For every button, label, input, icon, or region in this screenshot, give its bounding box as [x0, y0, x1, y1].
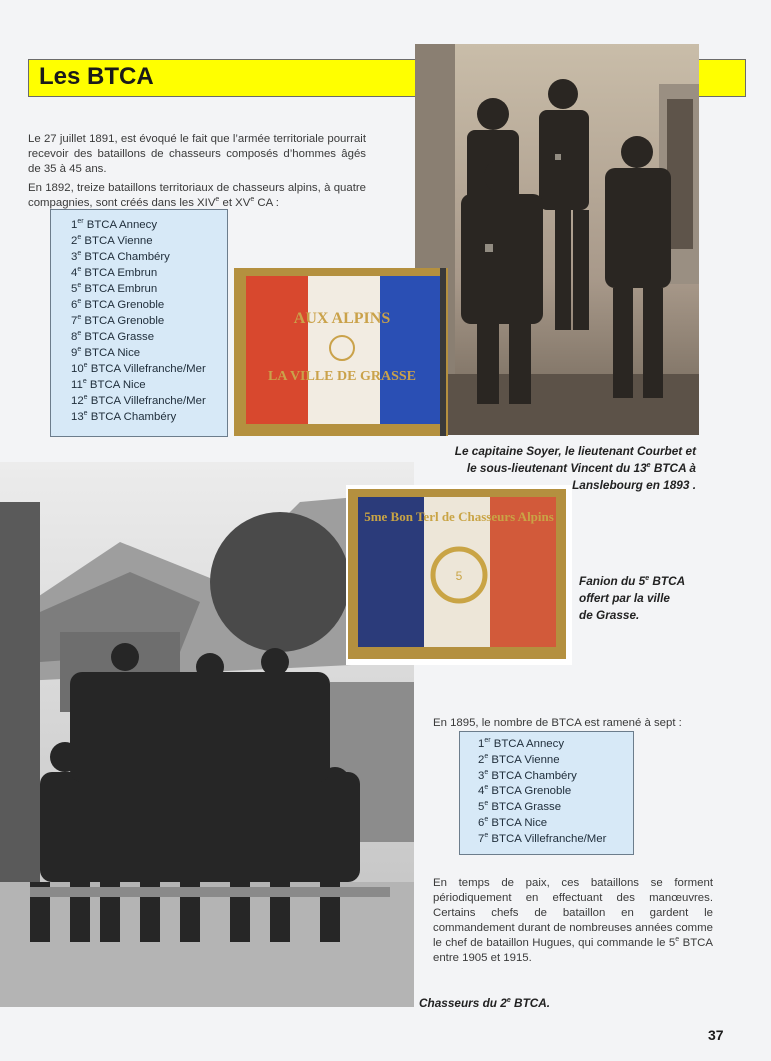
battalion-name: BTCA Chambéry: [90, 411, 177, 423]
battalion-ordinal: e: [484, 784, 489, 792]
battalion-number: 3: [71, 251, 78, 263]
list-item: [71, 217, 227, 233]
grasse-flag-line2: LA VILLE DE GRASSE: [268, 369, 416, 384]
peace-paragraph: [433, 876, 713, 966]
battalion-number: 1: [71, 219, 78, 231]
btca-1895-list: [478, 737, 633, 848]
intro-p2-sup2: e: [250, 196, 255, 204]
fanion-caption-line1: [579, 573, 699, 590]
list-item: [478, 737, 633, 753]
fanion-badge: 5: [455, 569, 463, 583]
battalion-ordinal: e: [77, 282, 82, 290]
battalion-number: 1: [478, 738, 485, 750]
fanion-caption-line1-start: Fanion du 5: [579, 574, 646, 588]
battalion-ordinal: e: [83, 410, 88, 418]
battalion-number: 5: [71, 283, 78, 295]
officers-photo: [415, 44, 699, 435]
list-item: [71, 281, 227, 297]
list-item: [478, 769, 633, 785]
battalion-number: 7: [71, 315, 78, 327]
battalion-number: 8: [71, 331, 78, 343]
list-item: [71, 249, 227, 265]
fanion-caption: [579, 573, 699, 624]
battalion-number: 2: [71, 235, 78, 247]
peace-paragraph-sup: e: [675, 936, 680, 944]
battalion-name: BTCA Grenoble: [84, 299, 165, 311]
battalion-name: BTCA Embrun: [84, 283, 158, 295]
list-item: [71, 361, 227, 377]
battalion-name: BTCA Villefranche/Mer: [491, 832, 607, 845]
peace-paragraph-end: BTCA entre 1905 et 1915.: [433, 937, 713, 965]
battalion-name: BTCA Chambéry: [491, 769, 577, 782]
battalion-ordinal: e: [83, 362, 88, 370]
battalion-name: BTCA Vienne: [84, 235, 153, 247]
btca-1892-list: [71, 217, 227, 425]
battalion-ordinal: e: [484, 753, 489, 760]
battalion-name: BTCA Vienne: [491, 753, 560, 766]
battalion-ordinal: e: [484, 816, 489, 824]
battalion-number: 3: [478, 769, 485, 782]
officers-caption-line2: [420, 460, 696, 477]
fanion-caption-line2: offert par la ville: [579, 591, 670, 605]
battalion-name: BTCA Villefranche/Mer: [90, 395, 206, 407]
battalion-name: BTCA Grenoble: [491, 785, 572, 798]
battalion-number: 4: [71, 267, 78, 279]
battalion-name: BTCA Nice: [84, 347, 141, 359]
battalion-number: 6: [71, 299, 78, 311]
fanion-caption-line1-end: BTCA: [649, 574, 686, 588]
grasse-flag-line1: AUX ALPINS: [293, 310, 391, 327]
list-item: [71, 345, 227, 361]
battalion-name: BTCA Grasse: [491, 801, 562, 814]
battalion-ordinal: e: [484, 800, 489, 808]
officers-caption-line2-end: BTCA à: [650, 461, 696, 475]
battalion-number: 7: [478, 832, 485, 845]
officers-caption-line1: Le capitaine Soyer, le lieutenant Courbet et: [454, 444, 696, 458]
battalion-ordinal: er: [77, 218, 84, 226]
battalion-ordinal: e: [77, 250, 82, 258]
battalion-name: BTCA Villefranche/Mer: [90, 363, 206, 375]
list-item: [71, 297, 227, 313]
page-title: Les BTCA: [39, 63, 154, 90]
fanion-caption-sup: e: [645, 575, 650, 583]
battalion-number: 5: [478, 801, 485, 814]
btca-1892-list-box: [50, 209, 228, 437]
battalion-ordinal: e: [77, 314, 82, 322]
battalion-ordinal: e: [77, 346, 82, 354]
officers-caption: [420, 443, 696, 494]
battalion-ordinal: e: [484, 768, 489, 776]
chasseurs-caption: [419, 995, 619, 1012]
battalion-ordinal: e: [484, 831, 489, 839]
intro-paragraph-1: Le 27 juillet 1891, est évoqué le fait que l’armée territoriale pourrait recevoir des bataillons de chasseurs composés d’hommes âgés de 35 à 45 ans.: [28, 133, 366, 176]
battalion-number: 2: [478, 753, 485, 766]
intro-p2-start: En 1892, treize bataillons territoriaux de chasseurs alpins, à quatre compagnies, sont créés dans les XIV: [28, 182, 366, 210]
intro-p2-mid: et XV: [219, 197, 251, 210]
fanion-5e-btca: [346, 485, 572, 665]
list-item: [71, 313, 227, 329]
battalion-ordinal: e: [83, 394, 88, 402]
battalion-ordinal: e: [77, 234, 82, 242]
peace-paragraph-start: En temps de paix, ces bataillons se forment périodiquement en effectuant des manœuvres. Certains chefs de bataillon en gardent le commandement durant de nombreuses années comme le chef de bataillon Hugues, qui commande le 5: [433, 877, 713, 950]
list-item: [71, 233, 227, 249]
chasseurs-caption-start: Chasseurs du 2: [419, 996, 507, 1010]
intro-p2-end: CA :: [254, 197, 279, 210]
battalion-name: BTCA Chambéry: [84, 251, 170, 263]
battalion-name: BTCA Grenoble: [84, 315, 165, 327]
battalion-ordinal: er: [484, 737, 491, 745]
battalion-name: BTCA Embrun: [84, 267, 158, 279]
battalion-name: BTCA Nice: [491, 816, 548, 829]
battalion-name: BTCA Annecy: [86, 219, 158, 231]
battalion-number: 11: [71, 379, 83, 391]
list-item: [478, 816, 633, 832]
battalion-number: 9: [71, 347, 78, 359]
battalion-ordinal: e: [82, 378, 87, 386]
battalion-ordinal: e: [77, 298, 82, 306]
reduction-paragraph: En 1895, le nombre de BTCA est ramené à sept :: [433, 717, 682, 730]
battalion-number: 10: [71, 363, 84, 375]
chasseurs-caption-sup: e: [506, 997, 511, 1005]
battalion-name: BTCA Nice: [89, 379, 146, 391]
battalion-number: 12: [71, 395, 84, 407]
list-item: [478, 800, 633, 816]
battalion-ordinal: e: [77, 330, 82, 338]
intro-paragraph-2: [28, 181, 366, 211]
battalion-name: BTCA Grasse: [84, 331, 155, 343]
battalion-number: 4: [478, 785, 485, 798]
officers-caption-line2-start: le sous-lieutenant Vincent du 13: [466, 461, 647, 475]
list-item: [71, 265, 227, 281]
battalion-ordinal: e: [77, 266, 82, 274]
officers-caption-line3: Lanslebourg en 1893 .: [572, 478, 696, 492]
btca-1895-list-box: [459, 731, 634, 855]
list-item: [478, 753, 633, 769]
grasse-flag: [234, 268, 448, 436]
battalion-name: BTCA Annecy: [493, 738, 565, 750]
intro-p2-sup1: e: [215, 196, 220, 204]
list-item: [71, 329, 227, 345]
battalion-number: 13: [71, 411, 84, 423]
list-item: [478, 832, 633, 848]
list-item: [478, 784, 633, 800]
officers-caption-sup: e: [646, 462, 651, 470]
list-item: [71, 377, 227, 393]
battalion-number: 6: [478, 816, 485, 829]
fanion-caption-line3: de Grasse.: [579, 608, 640, 622]
list-item: [71, 393, 227, 409]
fanion-text: 5me Bon Terl de Chasseurs Alpins: [364, 509, 554, 524]
list-item: [71, 409, 227, 425]
chasseurs-caption-end: BTCA.: [510, 996, 551, 1010]
page-number: 37: [708, 1027, 724, 1043]
